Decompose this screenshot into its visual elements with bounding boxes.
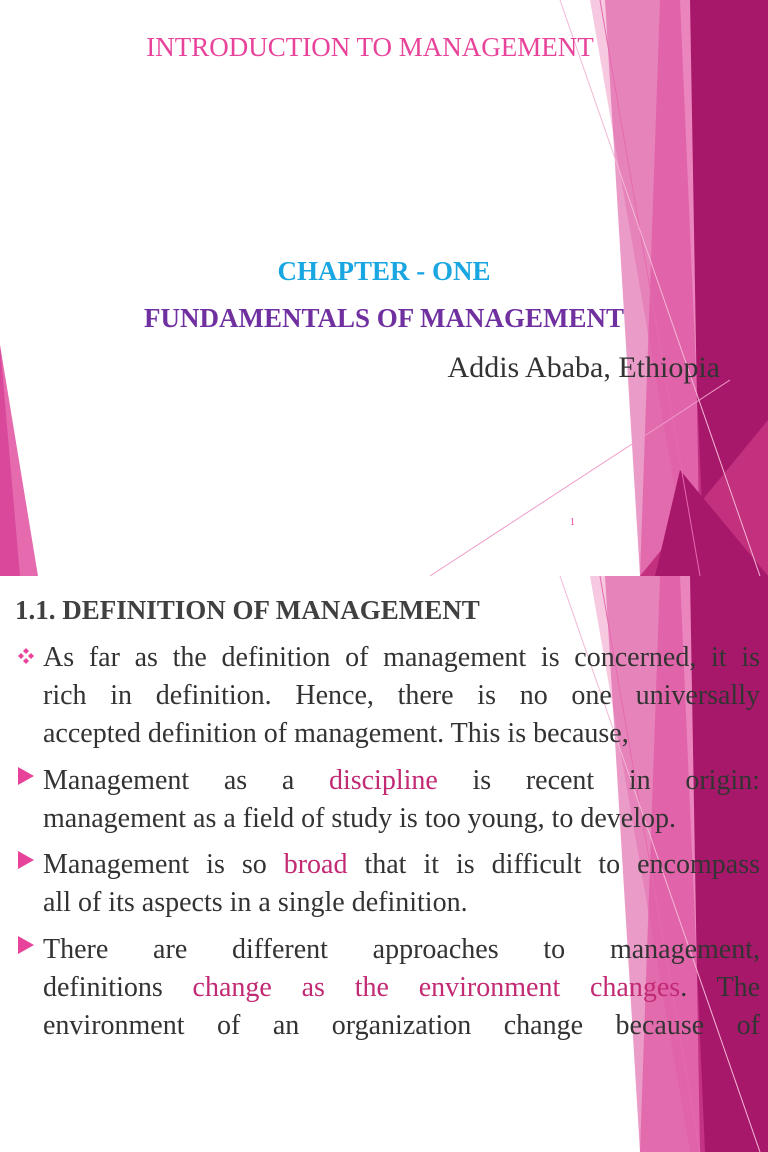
bullet-line xyxy=(43,846,760,884)
chapter-subtitle: FUNDAMENTALS OF MANAGEMENT xyxy=(144,303,624,333)
text-segment: is recent in origin: xyxy=(437,765,760,796)
bullet-line xyxy=(43,762,760,800)
arrow-bullet-icon xyxy=(17,766,35,786)
bullet-line: management as a field of study is too young, to develop. xyxy=(43,803,676,834)
text-segment: Management as a xyxy=(43,765,329,796)
bullet-line xyxy=(43,969,760,1007)
text-segment: definitions xyxy=(43,972,193,1003)
bullet-line: accepted definition of management. This is because, xyxy=(43,718,629,749)
bullet-line: As far as the definition of management is concerned, it is xyxy=(43,642,760,673)
arrow-bullet-icon xyxy=(17,850,35,870)
highlight-environment: change as the environment changes xyxy=(192,972,681,1003)
diamond-bullet-icon xyxy=(17,647,35,665)
page-number: 1 xyxy=(570,517,575,528)
bullet-approaches xyxy=(43,931,760,1045)
content-slide xyxy=(0,576,768,1041)
location-text: Addis Ababa, Ethiopia xyxy=(447,351,720,384)
bullet-line: There are different approaches to management, xyxy=(43,934,760,965)
bullet-line: all of its aspects in a single definition. xyxy=(43,887,468,918)
bullet-definition-intro xyxy=(43,639,760,753)
bullet-discipline xyxy=(43,762,760,838)
text-segment: Management is so xyxy=(43,849,284,880)
highlight-broad: broad xyxy=(283,849,348,880)
highlight-discipline: discipline xyxy=(328,765,438,796)
bullet-line: rich in definition. Hence, there is no one universally xyxy=(43,680,760,711)
text-segment: . The xyxy=(680,972,760,1003)
section-heading: 1.1. DEFINITION OF MANAGEMENT xyxy=(15,595,480,625)
bullet-line: environment of an organization change because of xyxy=(43,1010,760,1041)
text-segment: that it is difficult to encompass xyxy=(347,849,760,880)
presentation-title: INTRODUCTION TO MANAGEMENT xyxy=(146,32,594,62)
arrow-bullet-icon xyxy=(17,935,35,955)
chapter-label: CHAPTER - ONE xyxy=(277,256,491,286)
bullet-broad xyxy=(43,846,760,922)
